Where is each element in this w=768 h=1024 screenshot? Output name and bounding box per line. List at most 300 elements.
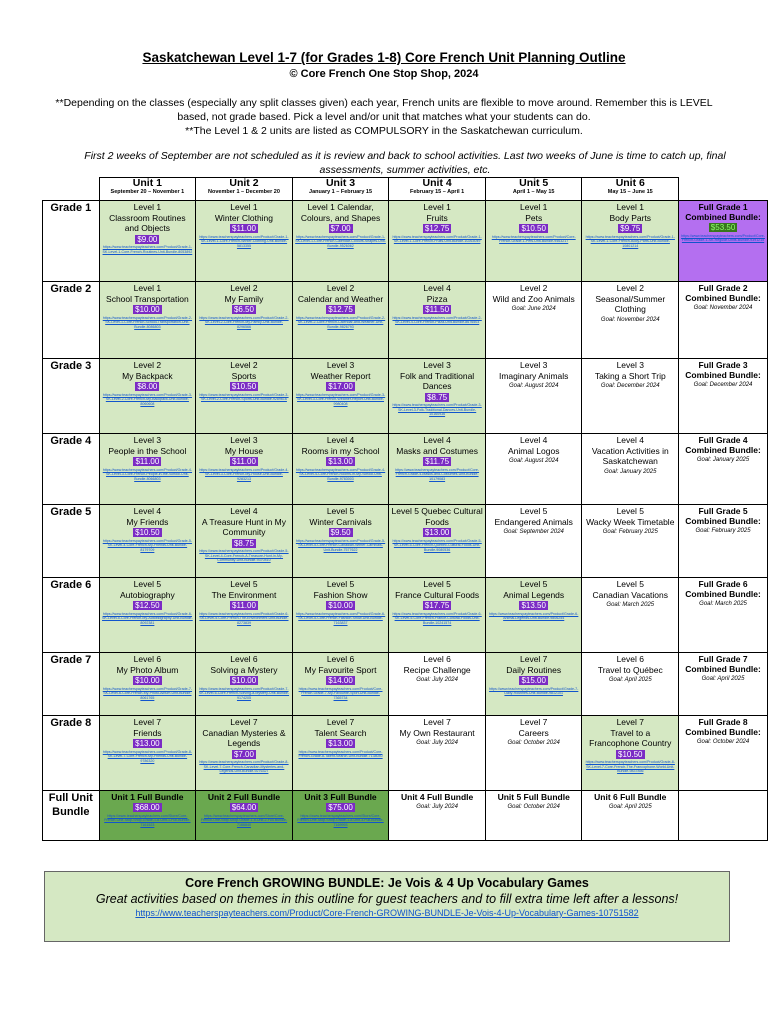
price-badge: $13.00: [328, 739, 353, 748]
grade-row: [43, 578, 768, 653]
unit-header-row: [43, 178, 768, 201]
grade-row: [43, 359, 768, 434]
full-bundle-content: [582, 791, 678, 812]
price-badge: $13.00: [135, 739, 160, 748]
level-label: Level 5: [423, 579, 451, 589]
unit-cell: [582, 505, 679, 578]
product-link[interactable]: https://www.teacherspayteachers.com/Product/Grade-3-SK-Level-3-Folk-Traditional-Dances-Unit-Bundle-10160936: [392, 403, 482, 416]
product-link[interactable]: https://www.teacherspayteachers.com/Product/Grade-2-SK-Level-1-Core-French-School-Transportation-Unit-Bundle-8086803: [102, 315, 193, 329]
grade-label: Grade 4: [43, 434, 100, 505]
grade-row: [43, 505, 768, 578]
price-badge: $17.75: [424, 601, 450, 610]
unit-title: Solving a Mystery: [210, 664, 278, 675]
price-badge: $13.00: [424, 528, 450, 537]
price-badge: $9.75: [620, 224, 641, 233]
goal-date: Goal: July 2024: [416, 740, 458, 746]
full-bundle-content: [389, 791, 485, 812]
level-label: Level 4: [423, 283, 451, 293]
growing-bundle-box: [44, 871, 730, 942]
grade-bundle-cell: [679, 716, 768, 791]
unit-cell-content: [196, 653, 292, 701]
bundle-label: Full Grade 1 Combined Bundle:: [685, 202, 761, 222]
grade-label: Grade 1: [43, 201, 100, 282]
full-bundle-link[interactable]: https://www.teacherspayteachers.com/Store/Core-French-One-Stop-Shop-Grade-1-8-Unit-3-Full-Bundle-7169993: [297, 813, 384, 827]
unit-title: Travel to Québec: [597, 664, 663, 675]
unit-title: Autobiography: [119, 589, 175, 600]
full-bundle-cell: [485, 791, 582, 841]
unit-title: Travel to a Francophone Country: [589, 727, 672, 748]
grade-bundle-content: [679, 434, 767, 465]
unit-cell-content: [196, 282, 292, 330]
bundle-label: Full Grade 3 Combined Bundle:: [685, 360, 761, 380]
product-link[interactable]: https://www.teacherspayteachers.com/Product/Grade-3-SK-Level-3-Core-French-Weather-Report-Unit-Bundle-9980408: [295, 392, 386, 406]
level-label: Level 6: [423, 654, 451, 664]
price-badge: $12.75: [328, 305, 353, 314]
unit-cell: [99, 282, 196, 359]
unit-cell: [196, 434, 293, 505]
unit-title: My Favourite Sport: [304, 664, 377, 675]
full-bundle-cell: [196, 791, 293, 841]
goal-date: Goal: April 2025: [608, 677, 652, 683]
unit-title: Animal Logos: [507, 445, 560, 456]
goal-date: Goal: June 2024: [511, 306, 556, 312]
unit-title: Masks and Costumes: [396, 445, 478, 456]
full-bundle-title: Unit 5 Full Bundle: [497, 792, 570, 802]
grade-bundle-cell: [679, 282, 768, 359]
product-link[interactable]: https://www.teacherspayteachers.com/Product/Grade-6-SK-Level-5-Core-French-France-Cultural-Foods-Unit-Bundle-10241574: [392, 611, 482, 625]
unit-name: Unit 1: [132, 177, 162, 189]
level-label: Level 5: [519, 506, 548, 516]
unit-cell-content: [100, 505, 196, 553]
price-badge: $7.00: [330, 224, 351, 233]
unit-cell-content: [486, 359, 582, 391]
unit-title: Seasonal/Summer Clothing: [595, 293, 666, 314]
unit-cell-content: [100, 282, 196, 330]
grade-label: Grade 8: [43, 716, 100, 791]
grade-row: [43, 282, 768, 359]
unit-cell-content: [100, 359, 196, 407]
unit-cell: [196, 505, 293, 578]
full-bundle-goal: Goal: July 2024: [416, 804, 458, 810]
unit-cell-content: [486, 716, 582, 748]
unit-cell: [99, 505, 196, 578]
unit-title: Wild and Zoo Animals: [492, 293, 575, 304]
unit-title: Animal Legends: [503, 589, 565, 600]
unit-title: A Treasure Hunt in My Community: [201, 516, 286, 537]
unit-title: Winter Clothing: [214, 212, 274, 223]
price-badge: $13.00: [328, 457, 353, 466]
unit-title: Body Parts: [609, 212, 652, 223]
product-link[interactable]: https://www.teacherspayteachers.com/Product/Grade-3-SK-Level-2-Core-French-My-Backpack-Unit-Bundle-8060608: [102, 392, 193, 406]
product-link[interactable]: https://www.teacherspayteachers.com/Product/Grade-1-SK-Level-1-Core-French-Calendar-Colours-Shapes-Unit-Bundle-9526062: [295, 234, 386, 248]
bundle-label: Full Grade 2 Combined Bundle:: [685, 283, 761, 303]
product-link[interactable]: https://www.teacherspayteachers.com/Product/Grade-6-SK-Level-5-Core-French-The-Environment-Unit-Bundle-8273839: [199, 611, 289, 625]
corner-cell: [43, 178, 100, 201]
grade-bundle-content: [679, 578, 767, 609]
unit-cell: [389, 653, 486, 716]
unit-cell-content: [582, 201, 678, 249]
level-label: Level 4: [230, 506, 258, 516]
unit-dates: February 15 – April 1: [410, 189, 465, 195]
unit-cell-content: [486, 578, 582, 622]
growing-bundle-title: Core French GROWING BUNDLE: Je Vois & 4 Up Vocabulary Games: [185, 876, 589, 890]
bundle-link[interactable]: https://www.teacherspayteachers.com/Product/Core-French-Grade-1-SK-Regular-Units-Bundle-9391215: [681, 233, 765, 242]
unit-name: Unit 3: [325, 177, 356, 189]
full-bundle-goal: Goal: April 2025: [608, 804, 652, 810]
unit-title: Sports: [231, 370, 257, 381]
unit-cell: [582, 653, 679, 716]
level-label: Level 1 Calendar, Colours, and Shapes: [300, 202, 381, 223]
unit-cell-content: [389, 282, 485, 326]
price-badge: $10.00: [231, 676, 257, 685]
unit-cell: [582, 282, 679, 359]
price-badge: $12.50: [135, 601, 160, 610]
unit-title: Vacation Activities in Saskatchewan: [591, 445, 669, 466]
unit-title: Classroom Routines and Objects: [109, 212, 186, 233]
level-label: Level 7: [423, 717, 451, 727]
unit-cell-content: [389, 359, 485, 418]
unit-cell: [389, 716, 486, 791]
unit-title: Rooms in my School: [301, 445, 380, 456]
bundle-goal: Goal: October 2024: [696, 739, 750, 745]
growing-bundle-link[interactable]: https://www.teacherspayteachers.com/Product/Core-French-GROWING-BUNDLE-Je-Vois-4-Up-Vocabulary-Games-10751582: [135, 908, 639, 918]
product-link[interactable]: https://www.teacherspayteachers.com/Product/Grade-2-SK-Level-4-Core-French-Pizza-Unit-Bundle-8676503: [392, 315, 482, 324]
product-link[interactable]: https://www.teacherspayteachers.com/Product/Grade-7-SK-Level-6-Core-French-Solving-a-Mystery-Unit-Bundle-9174205: [198, 686, 290, 700]
product-link[interactable]: https://www.teacherspayteachers.com/Product/Grade-2-SK-Level-2-Core-French-Calendar-and-Weather-Unit-Bundle-9826793: [295, 315, 386, 329]
goal-date: Goal: December 2024: [600, 383, 660, 389]
unit-cell-content: [196, 359, 292, 403]
unit-cell-content: [582, 653, 678, 685]
unit-cell-content: [100, 434, 196, 482]
unit-cell-content: [100, 653, 196, 701]
full-bundle-title: Unit 3 Full Bundle: [304, 792, 377, 802]
level-label: Level 1: [423, 202, 451, 212]
product-link[interactable]: https://www.teacherspayteachers.com/Product/Grade-7-Daily-Routines-Unit-Bundle-9812101: [489, 686, 579, 695]
unit-cell: [99, 716, 196, 791]
price-badge: $11.00: [232, 224, 256, 233]
price-badge: $7.00: [233, 749, 254, 759]
level-label: Level 3: [423, 360, 451, 370]
unit-cell: [99, 359, 196, 434]
level-label: Level 3: [616, 360, 644, 370]
goal-date: Goal: July 2024: [416, 677, 458, 683]
grade-row: [43, 434, 768, 505]
unit-cell: [485, 578, 582, 653]
level-label: Level 4: [326, 435, 355, 445]
unit-cell: [389, 505, 486, 578]
level-label: Level 6: [616, 654, 644, 664]
level-label: Level 2: [230, 360, 258, 370]
level-label: Level 2: [230, 283, 258, 293]
unit-cell-content: [293, 201, 389, 249]
level-label: Level 2: [133, 360, 162, 370]
product-link[interactable]: https://www.teacherspayteachers.com/Product/Grade-5-SK-Level-5-Core-French-Quebec-Cultural-Foods-Unit-Bundle-9080536: [392, 538, 482, 552]
level-label: Level 7: [133, 717, 162, 727]
unit-title: Fashion Show: [313, 589, 368, 600]
product-link[interactable]: https://www.teacherspayteachers.com/Product/Grade-5-SK-Level-4-Core-French-My-Friends-Unit-Bundle-8179709: [102, 538, 193, 552]
unit-name: Unit 2: [229, 177, 259, 189]
price-badge: $11.00: [135, 457, 160, 466]
product-link[interactable]: https://www.teacherspayteachers.com/Product/Grade-4-SK-Level-3-Core-French-My-House-Unit-Bundle-9283213: [199, 467, 289, 481]
grade-bundle-cell: [679, 578, 768, 653]
page-title: Saskatchewan Level 1-7 (for Grades 1-8) Core French Unit Planning Outline: [142, 50, 626, 65]
level-label: Level 3: [326, 360, 355, 370]
product-link[interactable]: https://www.teacherspayteachers.com/Product/Core-French-Grade-8-Talent-Search-Unit-Bundle-7138040: [298, 749, 383, 758]
unit-cell: [292, 716, 389, 791]
full-bundle-title: Unit 4 Full Bundle: [400, 792, 474, 802]
price-badge: $13.50: [521, 601, 546, 610]
level-label: Level 1: [230, 202, 258, 212]
full-bundle-cell: [292, 791, 389, 841]
unit-cell: [196, 578, 293, 653]
bundle-label: Full Grade 5 Combined Bundle:: [685, 506, 761, 526]
unit-cell-content: [582, 505, 678, 537]
level-label: Level 1: [133, 202, 162, 212]
unit-cell: [389, 434, 486, 505]
unit-cell: [292, 282, 389, 359]
unit-cell-content: [293, 716, 389, 760]
product-link[interactable]: https://www.teacherspayteachers.com/Product/Grade-4-SK-Level-3-Core-French-People-in-the-School-Unit-Bundle-8066803: [102, 467, 193, 481]
grade-bundle-content: [679, 201, 767, 244]
price-badge: $8.00: [137, 382, 158, 391]
unit-plan-table: [42, 177, 768, 841]
price-badge: $10.00: [328, 601, 353, 610]
unit-cell: [485, 434, 582, 505]
grade-row: [43, 716, 768, 791]
goal-date: Goal: August 2024: [508, 383, 559, 389]
unit-cell: [196, 201, 293, 282]
unit-cell: [196, 282, 293, 359]
bundle-goal: Goal: March 2025: [699, 601, 747, 607]
unit-dates: September 20 – November 1: [110, 189, 185, 195]
price-badge: $10.50: [521, 224, 546, 233]
unit-cell: [99, 201, 196, 282]
unit-cell: [582, 434, 679, 505]
bundle-goal: Goal: November 2024: [693, 305, 753, 311]
level-label: Level 7: [616, 717, 644, 727]
unit-cell: [582, 578, 679, 653]
bundle-goal: Goal: April 2025: [701, 676, 745, 682]
price-badge: $11.00: [232, 601, 256, 610]
unit-title: Pizza: [426, 293, 448, 304]
product-link[interactable]: https://www.teacherspayteachers.com/Product/Grade-3-SK-Level-2-Core-French-Sports-Unit-Bundle-9289616: [199, 392, 289, 401]
level-label: Level 5: [519, 579, 548, 589]
unit-cell: [196, 716, 293, 791]
price-badge: $10.50: [618, 749, 643, 759]
full-bundle-link[interactable]: https://www.teacherspayteachers.com/Store/Core-French-One-Stop-Shop-Grade-1-8-Unit-1-Full-Bundle-7161523: [104, 813, 191, 827]
full-bundle-cell: [389, 791, 486, 841]
price-badge: $9.00: [137, 234, 158, 244]
unit-title: The Environment: [211, 589, 277, 600]
unit-cell-content: [582, 578, 678, 610]
level-label: Level 4: [616, 435, 644, 445]
product-link[interactable]: https://www.teacherspayteachers.com/Product/Grade-8-SK-Level-7-Core-French-The-Francophone-World-Unit-Bundle-9837856: [585, 760, 675, 773]
level-label: Level 5: [326, 579, 355, 589]
unit-title: Winter Carnivals: [309, 516, 372, 527]
unit-cell-content: [486, 505, 582, 537]
grade-row: [43, 201, 768, 282]
grade-label: Grade 7: [43, 653, 100, 716]
bundle-label: Full Grade 7 Combined Bundle:: [685, 654, 761, 674]
unit-cell: [389, 578, 486, 653]
grade-row: [43, 653, 768, 716]
unit-cell: [292, 653, 389, 716]
unit-cell-content: [196, 434, 292, 482]
unit-cell: [485, 282, 582, 359]
unit-title: Daily Routines: [506, 664, 562, 675]
unit-title: Fruits: [426, 212, 448, 223]
level-label: Level 4: [519, 435, 548, 445]
unit-cell: [196, 359, 293, 434]
unit-name: Unit 6: [615, 177, 645, 189]
product-link[interactable]: https://www.teacherspayteachers.com/Product/Grade-6-SK-Level-5-Core-French-My-Autobiography-Unit-Bundle-8092381: [102, 611, 193, 625]
unit-dates: May 15 – June 15: [607, 189, 653, 195]
unit-cell: [292, 578, 389, 653]
level-label: Level 4: [423, 435, 451, 445]
full-bundle-price: $64.00: [231, 803, 257, 812]
product-link[interactable]: https://www.teacherspayteachers.com/Product/Grade-4-SK-Level-4-Core-French-Rooms-in-My-School-Unit-Bundle-9783003: [295, 467, 386, 481]
schedule-note: First 2 weeks of September are not scheduled as it is review and back to school activities. Last two weeks of June is time to catch up, final assessments, summer activities, etc.: [84, 150, 726, 176]
unit-cell: [292, 359, 389, 434]
grade-label: Grade 3: [43, 359, 100, 434]
unit-cell: [196, 653, 293, 716]
level-label: Level 1: [616, 202, 644, 212]
grade-bundle-content: [679, 359, 767, 390]
level-label: Level 5: [616, 506, 644, 516]
bundle-label: Full Grade 6 Combined Bundle:: [685, 579, 761, 599]
unit-title: Canadian Vacations: [592, 589, 668, 600]
level-label: Level 7: [519, 654, 548, 664]
level-label: Level 3: [519, 360, 548, 370]
unit-dates: November 1 – December 20: [208, 189, 280, 195]
note-flexible: **Depending on the classes (especially any split classes given) each year, French units are flexible to move around. Remember this is LEVEL based, not grade based. Pick a level and/or unit that matches what your students can do.: [55, 97, 713, 123]
level-label: Level 6: [230, 654, 258, 664]
unit-title: Recipe Challenge: [403, 664, 471, 675]
full-bundle-title: Unit 2 Full Bundle: [207, 792, 281, 802]
unit-title: My Family: [224, 293, 264, 304]
product-link[interactable]: https://www.teacherspayteachers.com/Product/Grade-2-SK-Level-2-Core-French-My-Family-Unit-Bundle-8296566: [199, 315, 289, 329]
unit-header-5: [485, 178, 582, 201]
product-link[interactable]: https://www.teacherspayteachers.com/Product/Core-French-Grade-4-Masks-and-Costumes-Unit-Bundle-10179083: [395, 467, 480, 481]
full-bundle-link[interactable]: https://www.teacherspayteachers.com/Store/Core-French-One-Stop-Shop-Grade-1-8-Unit-2-Full-Bundle-7166840: [200, 813, 288, 827]
full-bundle-title: Unit 6 Full Bundle: [594, 792, 667, 802]
unit-title: My Own Restaurant: [399, 727, 475, 738]
unit-cell-content: [389, 201, 485, 245]
level-label: Level 1: [519, 202, 548, 212]
unit-cell-content: [389, 653, 485, 685]
unit-cell-content: [582, 434, 678, 477]
product-link[interactable]: https://www.teacherspayteachers.com/Product/Grade-1-SK-Level-1-Core-French-Body-Parts-Unit-Bundle-10801214: [585, 234, 675, 248]
full-bundle-content: [486, 791, 582, 812]
grade-label: Grade 5: [43, 505, 100, 578]
unit-cell-content: [293, 653, 389, 701]
unit-cell-content: [293, 578, 389, 626]
price-badge: $17.00: [328, 382, 353, 391]
full-bundle-content: [293, 791, 389, 828]
unit-cell: [485, 653, 582, 716]
product-link[interactable]: https://www.teacherspayteachers.com/Product/Core-French-Grade-7-My-Favourite-Sport-Unit-Bundle-7365734: [298, 686, 383, 700]
bundle-header-blank: [679, 178, 768, 201]
product-link[interactable]: https://www.teacherspayteachers.com/Product/Grade-1-SK-Level-1-Core-French-Routines-Unit-Bundle-8053892: [102, 245, 193, 254]
unit-name: Unit 5: [519, 177, 549, 189]
product-link[interactable]: https://www.teacherspayteachers.com/Product/Grade-6-Animal-Legends-Unit-Bundle-9806254: [489, 611, 579, 620]
grade-bundle-content: [679, 282, 767, 313]
unit-cell: [389, 359, 486, 434]
unit-cell-content: [389, 578, 485, 626]
unit-cell: [99, 653, 196, 716]
level-label: Level 5: [616, 579, 644, 589]
grade-bundle-content: [679, 505, 767, 536]
unit-dates: April 1 – May 15: [512, 189, 555, 195]
product-link[interactable]: https://www.teacherspayteachers.com/Product/Grade-8-SK-Level-7-Core-French-Canadian-Mysteries-and-Legends-Unit-Bundle-9276327: [199, 760, 289, 773]
level-label: Level 3: [230, 435, 258, 445]
unit-cell: [485, 201, 582, 282]
unit-title: Canadian Mysteries & Legends: [202, 727, 286, 748]
price-badge: $10.00: [135, 676, 160, 685]
unit-cell-content: [100, 201, 196, 255]
unit-title: My Friends: [126, 516, 169, 527]
product-link[interactable]: https://www.teacherspayteachers.com/Product/Grade-6-SK-Level-5-Core-French-Fashion-Show-Unit-Bundle-7163837: [295, 611, 386, 625]
product-link[interactable]: https://www.teacherspayteachers.com/Product/Grade-1-SK-Level-1-Core-French-Fruits-Unit-Bundle-10263049: [392, 234, 482, 243]
unit-cell-content: [196, 716, 292, 775]
grade-label: Grade 2: [43, 282, 100, 359]
level-label: Level 5: [133, 579, 162, 589]
price-badge: $9.50: [330, 528, 351, 537]
product-link[interactable]: https://www.teacherspayteachers.com/Product/Grade-7-SK-Level-6-Core-French-My-Photo-Album-Unit-Bundle-8061765: [102, 686, 193, 700]
unit-title: My Backpack: [122, 370, 173, 381]
level-label: Level 6: [133, 654, 162, 664]
grade-label: Grade 6: [43, 578, 100, 653]
product-link[interactable]: https://www.teacherspayteachers.com/Product/Grade-8-SK-Level-7-Core-French-My-Friends-Unit-Bundle-9786320: [102, 749, 193, 763]
unit-cell: [389, 282, 486, 359]
full-bundle-cell: [99, 791, 196, 841]
unit-cell: [292, 201, 389, 282]
goal-date: Goal: August 2024: [508, 458, 559, 464]
unit-cell-content: [100, 716, 196, 764]
price-badge: $8.75: [427, 392, 448, 402]
unit-title: Wacky Week Timetable: [586, 516, 675, 527]
grade-bundle-cell: [679, 505, 768, 578]
unit-cell-content: [486, 282, 582, 314]
unit-cell-content: [293, 282, 389, 330]
full-bundle-cell: [582, 791, 679, 841]
unit-cell: [485, 716, 582, 791]
unit-cell: [485, 505, 582, 578]
unit-title: France Cultural Foods: [395, 589, 480, 600]
unit-title: Endangered Animals: [494, 516, 573, 527]
product-link[interactable]: https://www.teacherspayteachers.com/Product/Grade-5-SK-Level-4-Core-French-A-Treasure-Hunt-in-My-Community-Unit-Bundle-9370410: [199, 549, 289, 562]
unit-header-3: [292, 178, 389, 201]
unit-cell: [389, 201, 486, 282]
level-label: Level 2: [326, 283, 355, 293]
goal-date: Goal: January 2025: [604, 468, 657, 475]
product-link[interactable]: https://www.teacherspayteachers.com/Product/Core-French-Grade-1-Pets-Unit-Bundle-9463217: [491, 234, 576, 243]
price-badge: $14.00: [328, 676, 353, 685]
price-badge: $10.00: [135, 305, 160, 314]
full-unit-bundle-label: Full Unit Bundle: [43, 791, 100, 841]
unit-cell: [485, 359, 582, 434]
unit-cell-content: [293, 505, 389, 553]
unit-title: Taking a Short Trip: [594, 370, 666, 381]
unit-cell: [582, 201, 679, 282]
full-bundle-price: $68.00: [135, 803, 160, 812]
level-label: Level 7: [326, 717, 355, 727]
price-badge: $6.50: [233, 305, 254, 314]
unit-cell-content: [196, 505, 292, 564]
unit-title: Talent Search: [314, 727, 367, 738]
product-link[interactable]: https://www.teacherspayteachers.com/Product/Grade-5-SK-Level-5-Core-French-Canadian-Winter-Carnivals-Unit-Bundle-7577622: [295, 538, 386, 552]
product-link[interactable]: https://www.teacherspayteachers.com/Product/Grade-1-SK-Level-1-Core-French-Winter-Clothing-Unit-Bundle-5813355: [199, 234, 289, 248]
